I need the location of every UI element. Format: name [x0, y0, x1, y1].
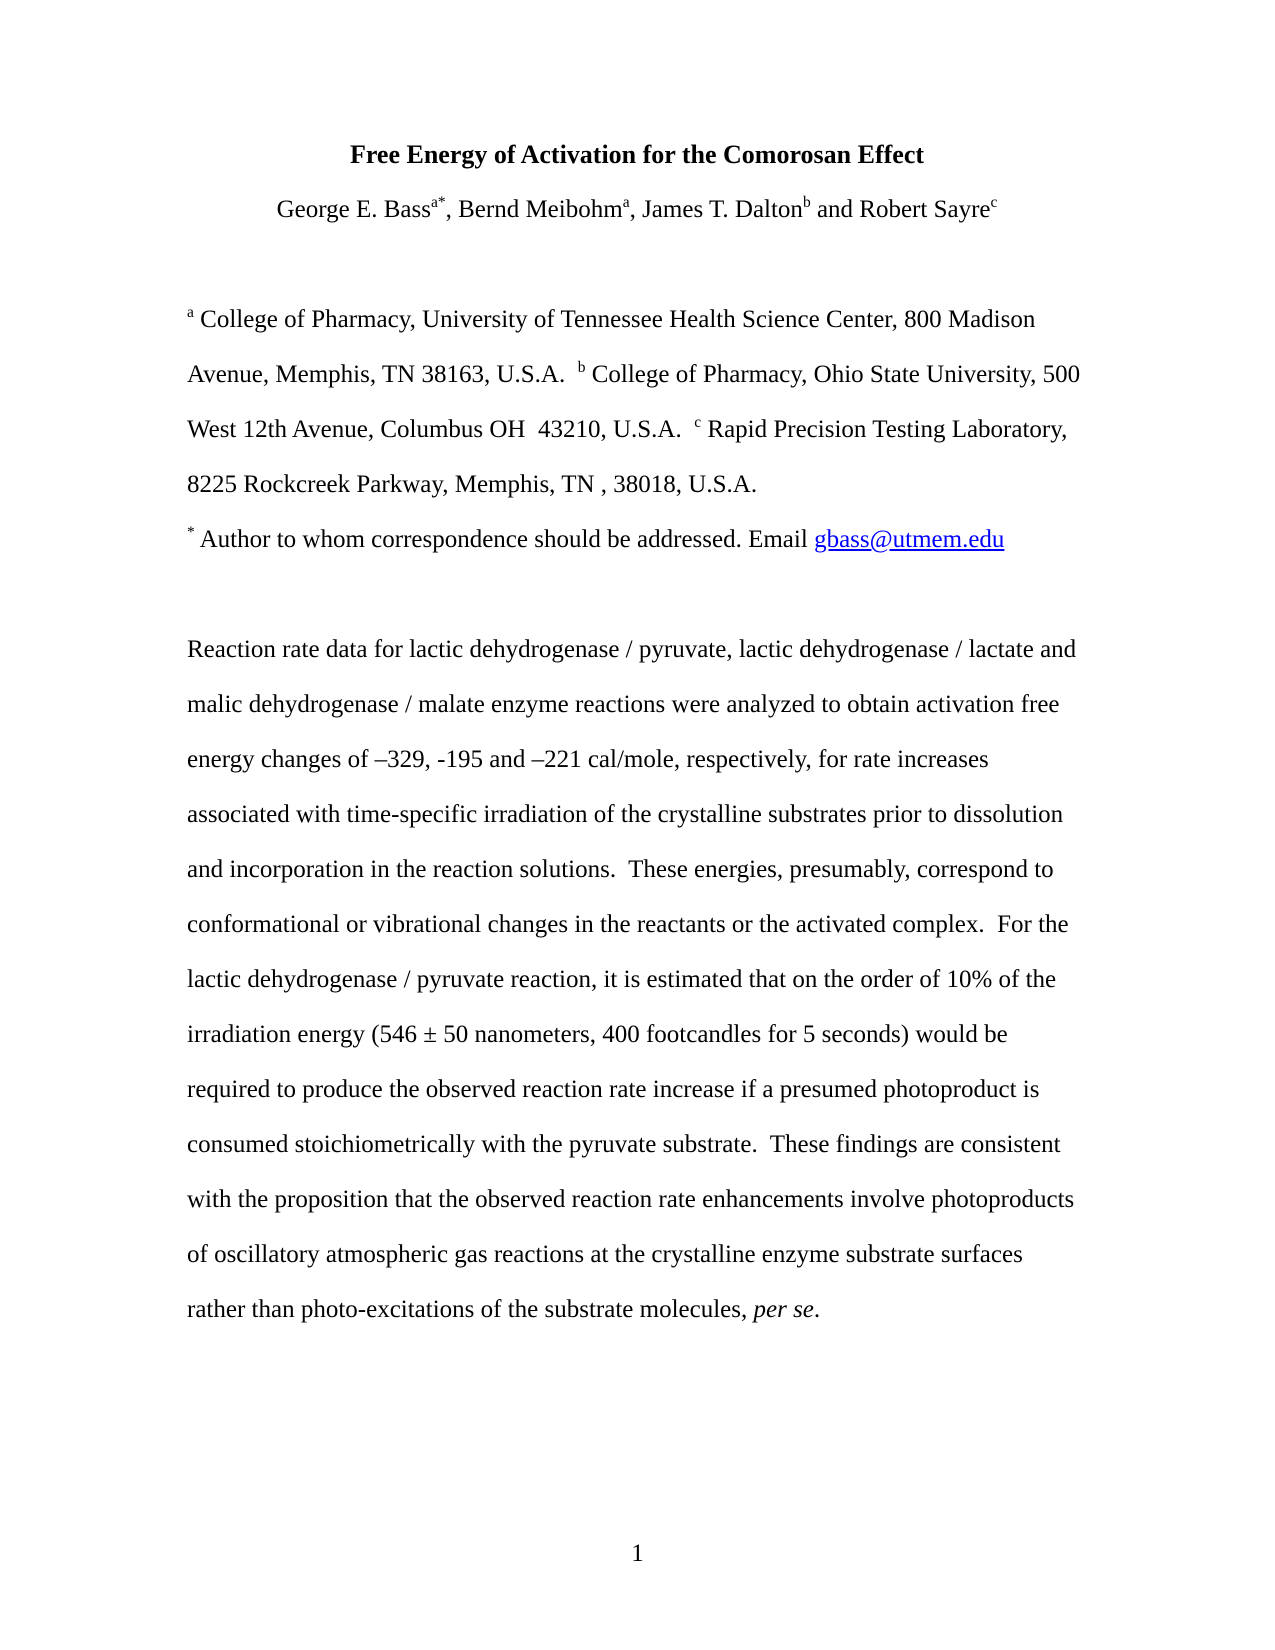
superscript-marker: a*	[430, 194, 446, 212]
superscript-marker: b	[577, 359, 586, 377]
text-run: College of Pharmacy, Ohio State University, 500 West 12th Avenue, Columbus OH 43210, U.S.A.	[187, 361, 1086, 443]
superscript-marker: a	[187, 304, 194, 322]
author-line	[187, 182, 1087, 237]
affiliations-paragraph	[187, 292, 1087, 512]
text-run: Reaction rate data for lactic dehydrogenase / pyruvate, lactic dehydrogenase / lactate and malic dehydrogenase / malate enzyme reactions were analyzed to obtain activation free energy changes of –329, -195 and –221 cal/mole, respectively, for rate increases associated with time-specific irradiation of the crystalline substrates prior to dissolution and incorporation in the reaction solutions. These energies, presumably, correspond to conformational or vibrational changes in the reactants or the activated complex. For the lactic dehydrogenase / pyruvate reaction, it is estimated that on the order of 10% of the irradiation energy (546 ± 50 nanometers, 400 footcandles for 5 seconds) would be required to produce the observed reaction rate increase if a presumed photoproduct is consumed stoichiometrically with the pyruvate substrate. These findings are consistent with the proposition that the observed reaction rate enhancements involve photoproducts of oscillatory atmospheric gas reactions at the crystalline enzyme substrate surfaces rather than photo-excitations of the substrate molecules,	[187, 636, 1083, 1323]
text-run: .	[813, 1296, 821, 1323]
italic-text: per se	[753, 1296, 814, 1323]
superscript-marker: b	[802, 194, 811, 212]
text-run: , James T. Dalton	[629, 196, 803, 223]
superscript-marker: c	[990, 194, 998, 212]
correspondence-note	[187, 512, 1087, 567]
email-link[interactable]: gbass@utmem.edu	[814, 526, 1005, 553]
text-run: , Bernd Meibohm	[445, 196, 623, 223]
abstract-paragraph	[187, 622, 1087, 1337]
superscript-marker: c	[694, 414, 702, 432]
paper-title: Free Energy of Activation for the Comorosan Effect	[349, 140, 925, 169]
text-run: and Robert Sayre	[810, 196, 991, 223]
superscript-marker: *	[187, 524, 195, 542]
superscript-marker: a	[622, 194, 630, 212]
text-run: Rapid Precision Testing Laboratory, 8225 Rockcreek Parkway, Memphis, TN , 38018, U.S.A.	[187, 416, 1074, 498]
text-run: George E. Bass	[276, 196, 431, 223]
page-content	[187, 127, 1087, 1337]
text-run: Author to whom correspondence should be addressed. Email	[194, 526, 815, 553]
text-run: College of Pharmacy, University of Tennessee Health Science Center, 800 Madison Avenue, Memphis, TN 38163, U.S.A.	[187, 306, 1041, 388]
page-number: 1	[631, 1540, 644, 1567]
